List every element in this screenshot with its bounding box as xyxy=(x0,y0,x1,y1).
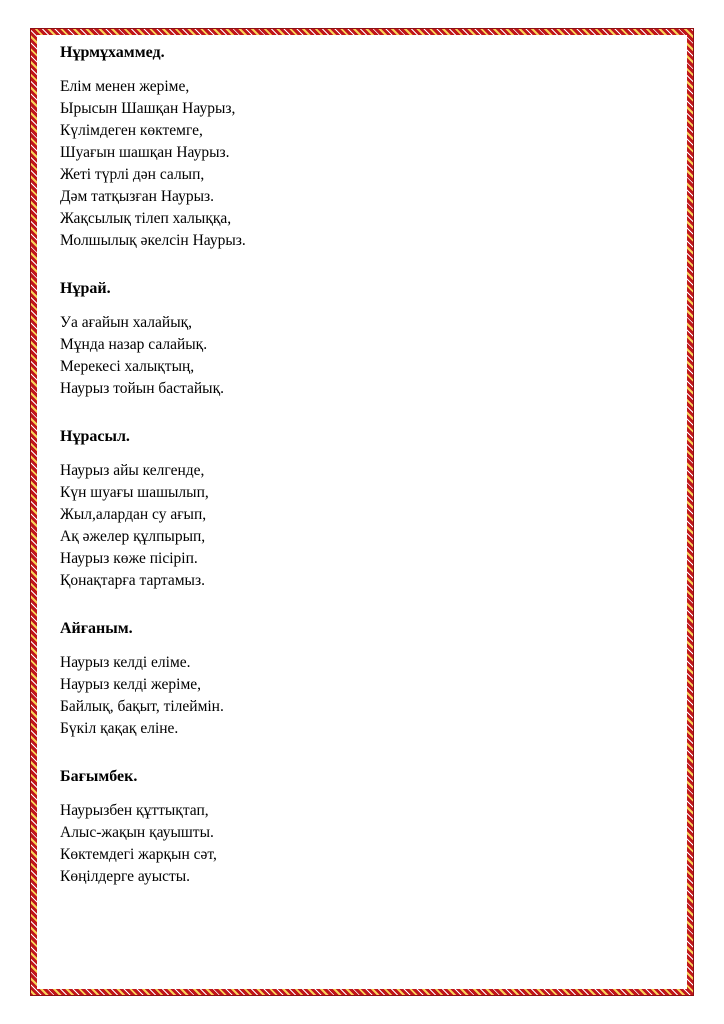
poem-line: Көңілдерге ауысты. xyxy=(60,868,191,885)
stanza xyxy=(60,278,660,400)
poem-line: Молшылық әкелсін Наурыз. xyxy=(60,232,246,249)
poem-line: Наурыз көже пісіріп. xyxy=(60,550,198,567)
poem-content xyxy=(60,42,660,914)
poem-line: Байлық, бақыт, тілеймін. xyxy=(60,698,224,715)
poem-line: Жақсылық тілеп халыққа, xyxy=(60,210,232,227)
poem-line: Наурыз келді жеріме, xyxy=(60,676,202,693)
stanza xyxy=(60,426,660,592)
poem-line: Наурыз айы келгенде, xyxy=(60,462,205,479)
poem-line: Қонақтарға тартамыз. xyxy=(60,572,205,589)
stanza-heading: Нұрасыл. xyxy=(60,428,130,445)
stanza-heading: Бағымбек. xyxy=(60,768,138,785)
poem-line: Наурызбен құттықтап, xyxy=(60,802,209,819)
poem-line: Ырысын Шашқан Наурыз, xyxy=(60,100,236,117)
poem-line: Шуағын шашқан Наурыз. xyxy=(60,144,230,161)
poem-line: Наурыз келді еліме. xyxy=(60,654,191,671)
poem-line: Жыл,алардан су ағып, xyxy=(60,506,207,523)
poem-line: Уа ағайын халайық, xyxy=(60,314,193,331)
poem-line: Наурыз тойын бастайық. xyxy=(60,380,224,397)
poem-line: Дәм татқызған Наурыз. xyxy=(60,188,215,205)
poem-line: Алыс-жақын қауышты. xyxy=(60,824,214,841)
poem-line: Көктемдегі жарқын сәт, xyxy=(60,846,217,863)
poem-line: Күн шуағы шашылып, xyxy=(60,484,209,501)
stanza xyxy=(60,766,660,888)
stanza-heading: Нұрай. xyxy=(60,280,111,297)
poem-line: Мерекесі халықтың, xyxy=(60,358,195,375)
poem-line: Елім менен жеріме, xyxy=(60,78,190,95)
stanza xyxy=(60,618,660,740)
poem-line: Бүкіл қақақ еліне. xyxy=(60,720,179,737)
poem-line: Күлімдеген көктемге, xyxy=(60,122,203,139)
stanza-heading: Нұрмұхаммед. xyxy=(60,44,165,61)
poem-line: Жеті түрлі дән салып, xyxy=(60,166,205,183)
poem-line: Мұнда назар салайық. xyxy=(60,336,208,353)
stanza xyxy=(60,42,660,252)
poem-line: Ақ әжелер құлпырып, xyxy=(60,528,206,545)
stanza-heading: Айғаным. xyxy=(60,620,133,637)
